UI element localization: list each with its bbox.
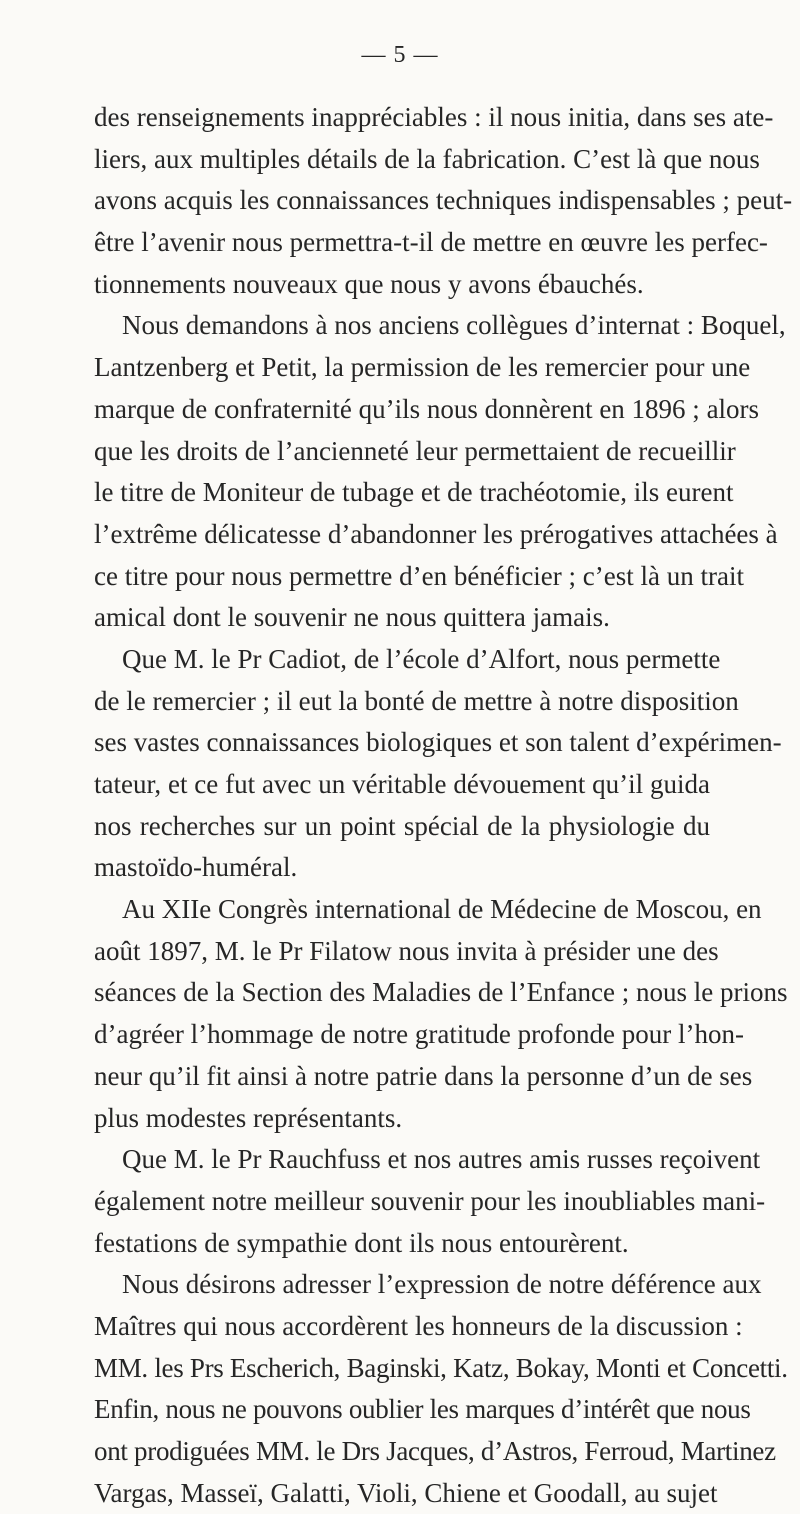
text-line: plus modestes représentants. [94, 1102, 403, 1133]
text-line: mastoïdo-huméral. [94, 852, 298, 883]
text-line: Maîtres qui nous accordèrent les honneurs de la discussion : [94, 1310, 743, 1341]
text-line: séances de la Section des Maladies de l’Enfance ; nous le prions [94, 977, 788, 1008]
text-line: ce titre pour nous permettre d’en bénéficier ; c’est là un trait [94, 560, 744, 591]
text-line: Que M. le Pr Cadiot, de l’école d’Alfort, nous permette [122, 643, 721, 674]
text-line: l’extrême délicatesse d’abandonner les prérogatives attachées à [94, 518, 778, 549]
text-line: marque de confraternité qu’ils nous donnèrent en 1896 ; alors [94, 393, 760, 424]
text-line: Vargas, Masseï, Galatti, Violi, Chiene et Goodall, au sujet [94, 1477, 718, 1508]
text-line: avons acquis les connaissances techniques indispensables ; peut- [94, 185, 793, 216]
text-line: Au XIIe Congrès international de Médecine de Moscou, en [122, 894, 762, 925]
text-line: ont prodiguées MM. le Drs Jacques, d’Astros, Ferroud, Martinez [94, 1436, 776, 1466]
text-line: être l’avenir nous permettra-t-il de mettre en œuvre les perfec- [94, 227, 768, 258]
text-line: des renseignements inappréciables : il nous initia, dans ses ate- [94, 102, 774, 132]
text-line: que les droits de l’ancienneté leur permettaient de recueillir [94, 435, 736, 466]
text-line: le titre de Moniteur de tubage et de trachéotomie, ils eurent [94, 477, 734, 508]
text-line: tionnements nouveaux que nous y avons ébauchés. [94, 268, 644, 299]
text-line: Que M. le Pr Rauchfuss et nos autres amis russes reçoivent [122, 1144, 761, 1175]
text-line: Nous demandons à nos anciens collègues d’internat : Boquel, [122, 310, 786, 341]
body-text [94, 97, 793, 1514]
text-line: tateur, et ce fut avec un véritable dévouement qu’il guida [94, 769, 710, 799]
text-line: Enfin, nous ne pouvons oublier les marques d’intérêt que nous [94, 1394, 751, 1425]
text-line: Nous désirons adresser l’expression de notre déférence aux [122, 1269, 762, 1300]
text-line: nos recherches sur un point spécial de la physiologie du [94, 810, 710, 841]
text-line: également notre meilleur souvenir pour les inoubliables mani- [94, 1185, 766, 1216]
text-line: amical dont le souvenir ne nous quittera jamais. [94, 602, 610, 633]
text-line: de le remercier ; il eut la bonté de mettre à notre disposition [94, 685, 739, 716]
text-line: neur qu’il fit ainsi à notre patrie dans la personne d’un de ses [94, 1060, 753, 1091]
text-line: août 1897, M. le Pr Filatow nous invita à présider une des [94, 935, 719, 966]
text-line: ses vastes connaissances biologiques et son talent d’expérimen- [94, 727, 782, 758]
text-line: MM. les Prs Escherich, Baginski, Katz, Bokay, Monti et Concetti. [94, 1352, 788, 1383]
text-line: festations de sympathie dont ils nous entourèrent. [94, 1227, 629, 1258]
text-line: Lantzenberg et Petit, la permission de les remercier pour une [94, 352, 751, 383]
text-line: d’agréer l’hommage de notre gratitude profonde pour l’hon- [94, 1019, 745, 1050]
text-line: liers, aux multiples détails de la fabrication. C’est là que nous [94, 143, 760, 174]
page-number: — 5 — [361, 42, 439, 68]
